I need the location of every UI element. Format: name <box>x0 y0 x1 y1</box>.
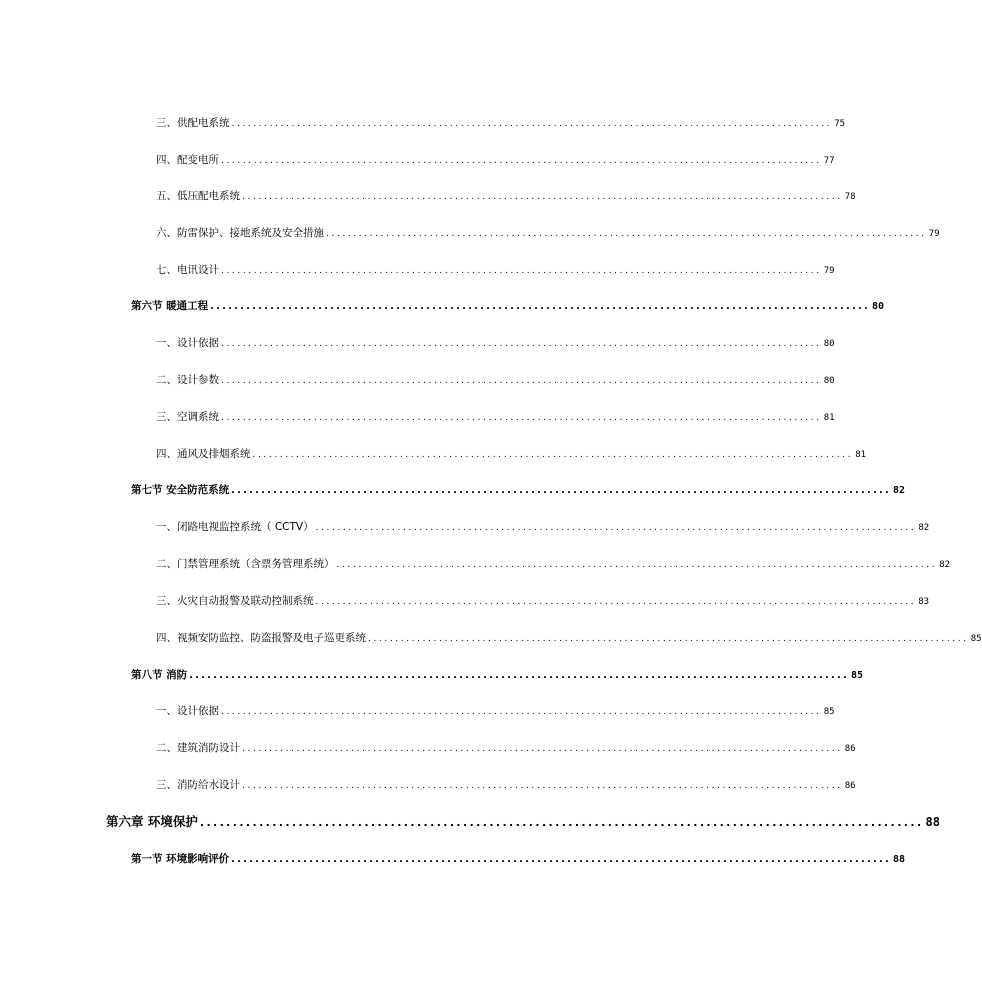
toc-entry-page: 82 <box>918 523 930 533</box>
toc-entry-page: 82 <box>893 485 906 496</box>
toc-entry-page: 79 <box>928 229 940 239</box>
toc-section-entry[interactable] <box>131 665 864 685</box>
toc-entry-page: 85 <box>823 707 835 717</box>
toc-entry[interactable] <box>156 591 930 611</box>
toc-entry-label: 第一节 环境影响评价 <box>131 853 230 865</box>
toc-entry-label: 四、通风及排烟系统 <box>156 448 251 460</box>
dot-leader: .............................................................................................................. <box>368 634 969 644</box>
dot-leader: .............................................................................................................. <box>199 816 924 829</box>
toc-entry-label: 一、闭路电视监控系统（ CCTV） <box>156 521 314 533</box>
dot-leader: .............................................................................................................. <box>336 560 938 570</box>
toc-entry-label: 六、防雷保护、接地系统及安全措施 <box>156 227 324 239</box>
toc-entry-page: 81 <box>823 413 835 423</box>
dot-leader: .............................................................................................................. <box>221 339 822 349</box>
dot-leader: .............................................................................................................. <box>242 744 843 754</box>
toc-entry-label: 第六节 暖通工程 <box>131 300 209 312</box>
toc-entry-label: 三、火灾自动报警及联动控制系统 <box>156 595 314 607</box>
dot-leader: .............................................................................................................. <box>221 156 822 166</box>
dot-leader: .............................................................................................................. <box>242 192 843 202</box>
dot-leader: .............................................................................................................. <box>221 413 822 423</box>
toc-entry-page: 86 <box>844 744 856 754</box>
toc-section-entry[interactable] <box>131 296 885 316</box>
toc-section-entry[interactable] <box>131 849 906 869</box>
toc-entry[interactable] <box>156 150 835 170</box>
toc-entry-page: 88 <box>893 854 906 865</box>
toc-entry[interactable] <box>156 775 856 795</box>
toc-entry-label: 五、低压配电系统 <box>156 190 240 202</box>
toc-entry[interactable] <box>156 223 940 243</box>
toc-entry-label: 第七节 安全防范系统 <box>131 484 230 496</box>
toc-entry-page: 75 <box>834 119 846 129</box>
toc-entry-label: 三、空调系统 <box>156 411 219 423</box>
dot-leader: .............................................................................................................. <box>221 266 822 276</box>
dot-leader: .............................................................................................................. <box>315 597 917 607</box>
toc-entry-label: 第六章 环境保护 <box>106 814 198 829</box>
toc-entry-page: 80 <box>823 339 835 349</box>
toc-entry-page: 81 <box>855 450 867 460</box>
toc-entry[interactable] <box>156 738 856 758</box>
toc-entry-page: 82 <box>939 560 951 570</box>
toc-entry[interactable] <box>156 113 846 133</box>
toc-entry-page: 80 <box>872 301 885 312</box>
toc-entry-label: 一、设计依据 <box>156 337 219 349</box>
toc-entry-label: 一、设计依据 <box>156 705 219 717</box>
toc-entry-label: 二、建筑消防设计 <box>156 742 240 754</box>
toc-entry-label: 三、消防给水设计 <box>156 779 240 791</box>
toc-entry[interactable] <box>156 701 835 721</box>
toc-entry-label: 四、视频安防监控、防盗报警及电子巡更系统 <box>156 632 366 644</box>
toc-entry[interactable] <box>156 186 856 206</box>
toc-entry-page: 77 <box>823 156 835 166</box>
toc-entry[interactable] <box>156 333 835 353</box>
dot-leader: .............................................................................................................. <box>221 707 822 717</box>
toc-section-entry[interactable] <box>131 480 906 500</box>
toc-entry-label: 二、设计参数 <box>156 374 219 386</box>
toc-entry[interactable] <box>156 444 867 464</box>
toc-chapter-entry[interactable] <box>106 812 940 832</box>
toc-entry-label: 七、电讯设计 <box>156 264 219 276</box>
toc-entry[interactable] <box>156 517 930 537</box>
toc-entry-page: 80 <box>823 376 835 386</box>
toc-entry[interactable] <box>156 407 835 427</box>
dot-leader: .............................................................................................................. <box>315 523 917 533</box>
dot-leader: .............................................................................................................. <box>231 485 892 496</box>
dot-leader: .............................................................................................................. <box>326 229 927 239</box>
toc-entry-label: 三、供配电系统 <box>156 117 230 129</box>
toc-entry[interactable] <box>156 554 951 574</box>
dot-leader: .............................................................................................................. <box>231 119 833 129</box>
toc-entry-label: 四、配变电所 <box>156 154 219 166</box>
dot-leader: .............................................................................................................. <box>242 781 843 791</box>
toc-entry-label: 第八节 消防 <box>131 669 188 681</box>
toc-entry-page: 79 <box>823 266 835 276</box>
toc-entry-page: 86 <box>844 781 856 791</box>
dot-leader: .............................................................................................................. <box>231 854 892 865</box>
toc-entry-page: 88 <box>925 815 940 829</box>
toc-entry[interactable] <box>156 370 835 390</box>
toc-entry-page: 78 <box>844 192 856 202</box>
toc-entry-page: 85 <box>851 670 864 681</box>
dot-leader: .............................................................................................................. <box>189 670 850 681</box>
toc-entry-page: 85 <box>970 634 982 644</box>
dot-leader: .............................................................................................................. <box>210 301 871 312</box>
toc-entry-page: 83 <box>918 597 930 607</box>
toc-entry-label: 二、门禁管理系统（含票务管理系统） <box>156 558 335 570</box>
dot-leader: .............................................................................................................. <box>221 376 822 386</box>
dot-leader: .............................................................................................................. <box>252 450 854 460</box>
toc-entry[interactable] <box>156 628 982 648</box>
toc-entry[interactable] <box>156 260 835 280</box>
